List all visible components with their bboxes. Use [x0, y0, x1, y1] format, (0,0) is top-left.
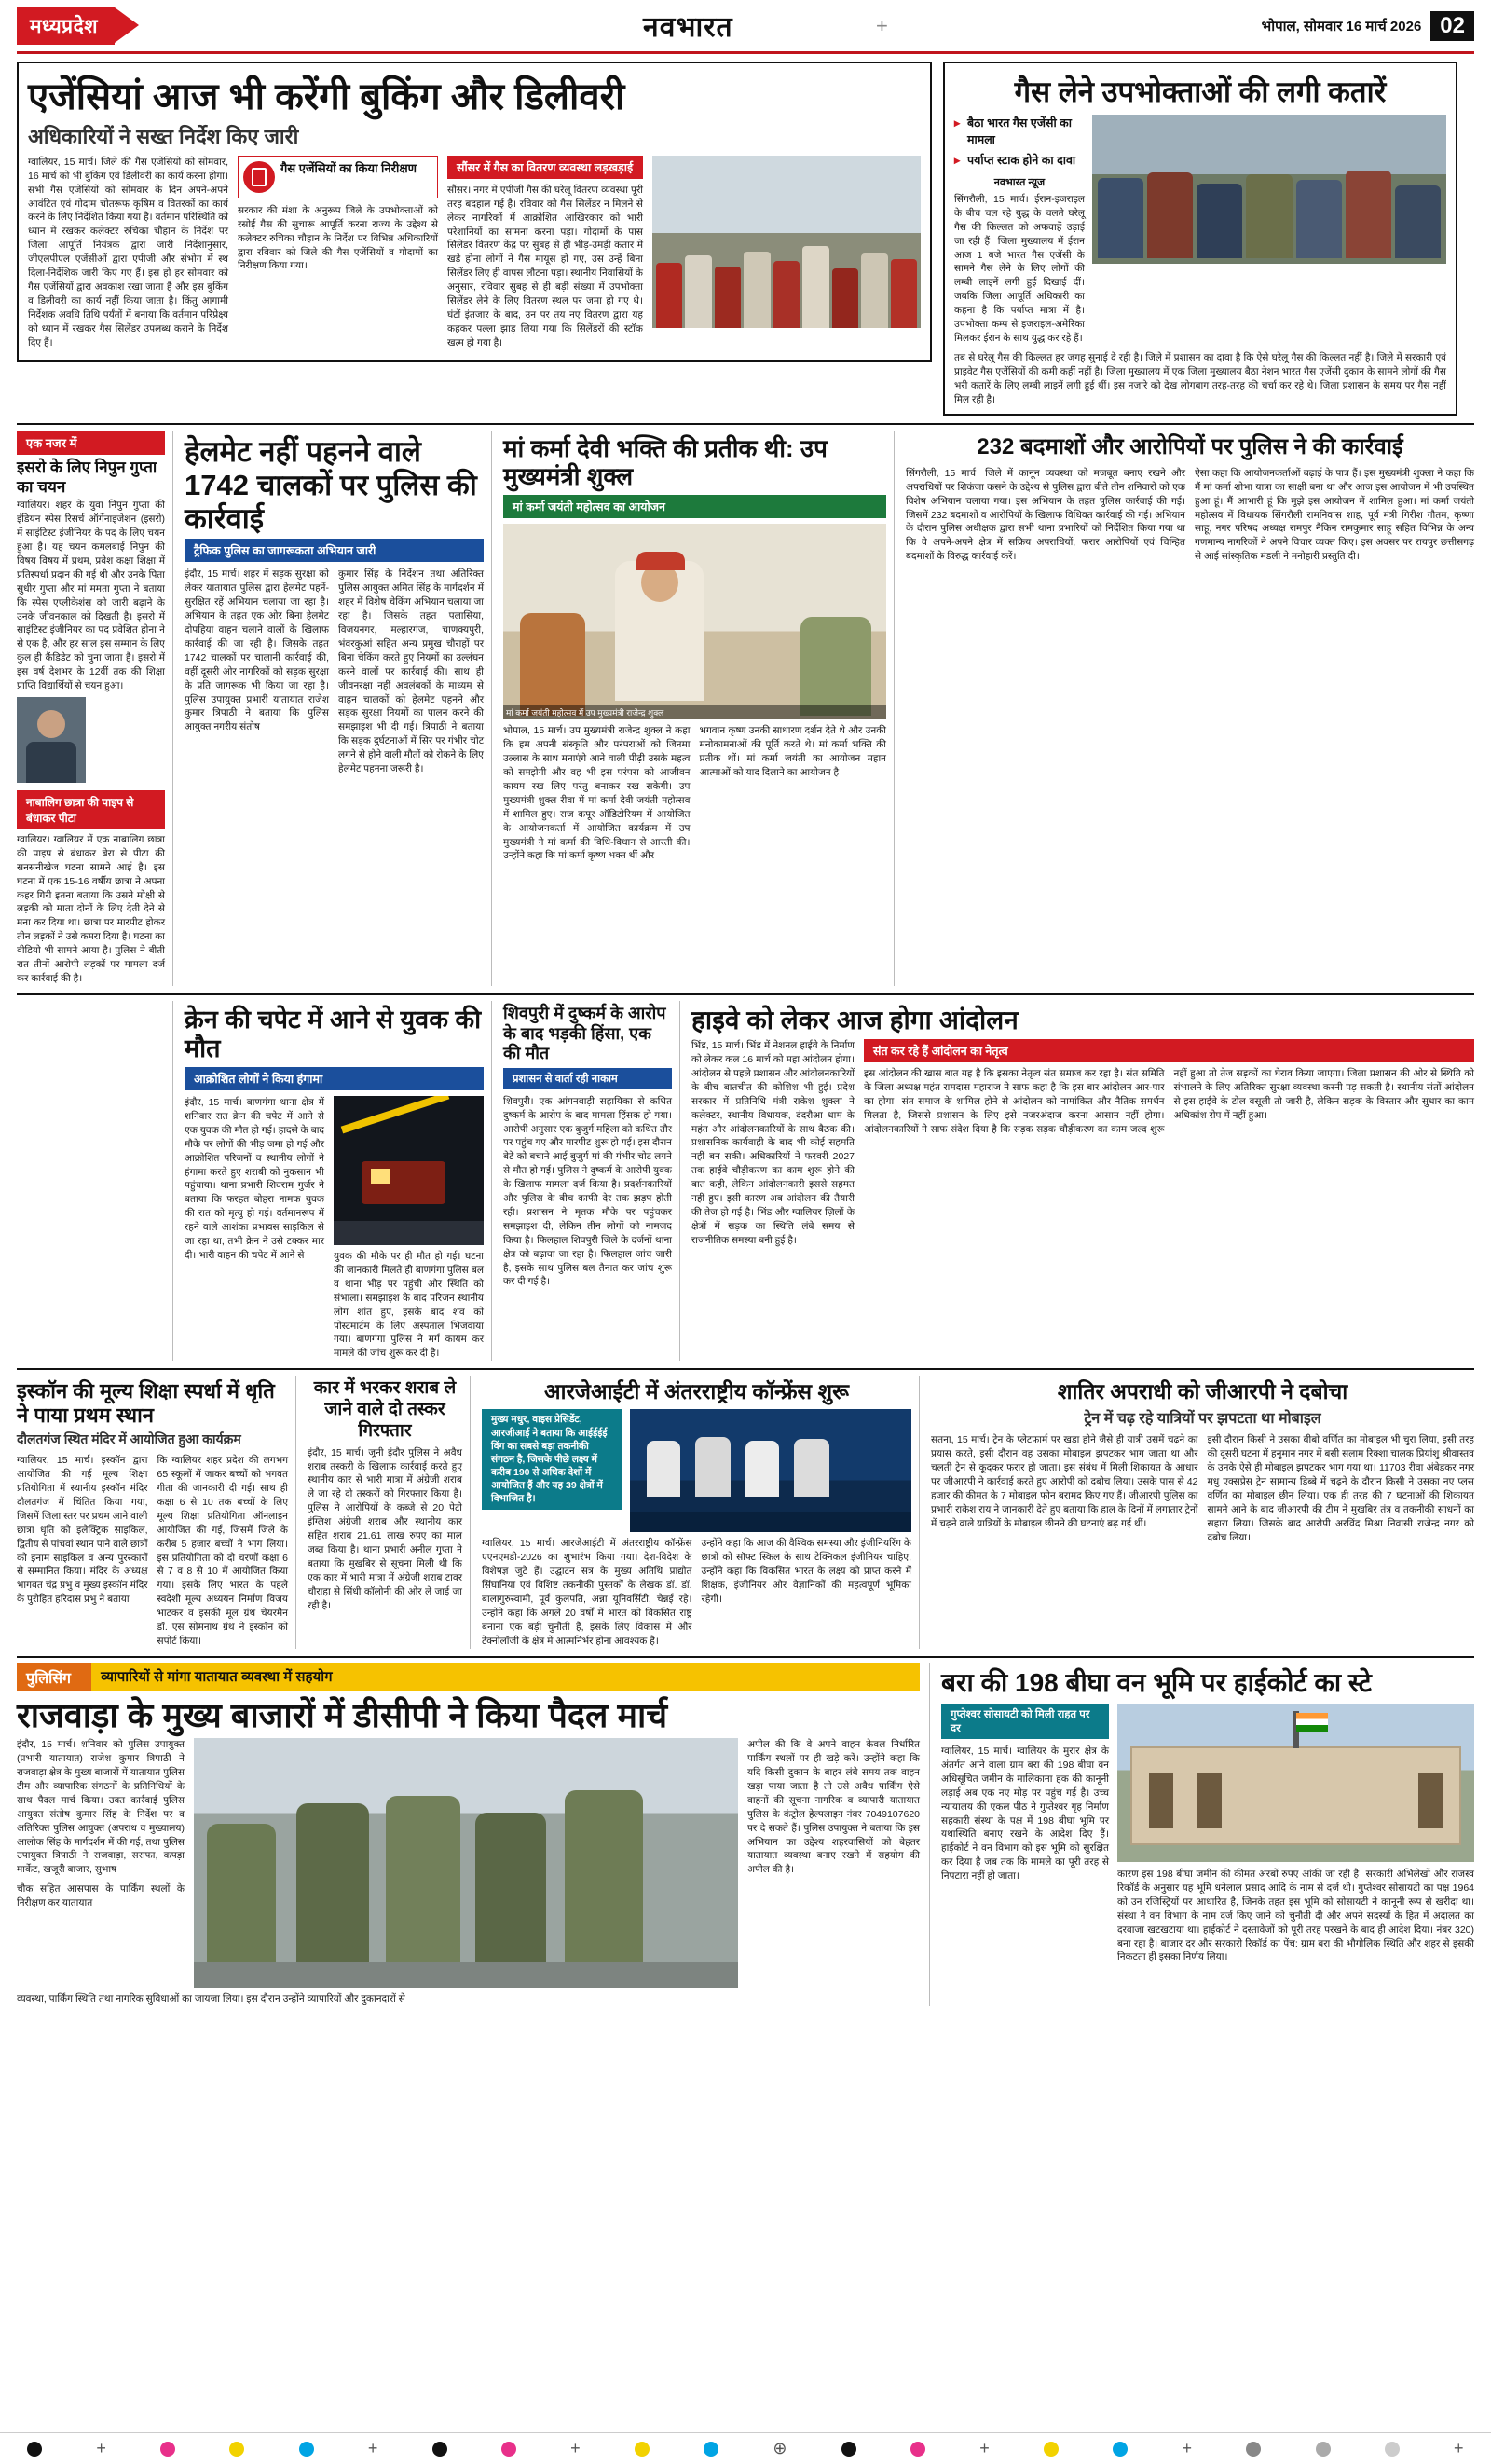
crane-headline: क्रेन की चपेट में आने से युवक की मौत [185, 1005, 482, 1062]
crane-night-photo [334, 1096, 484, 1245]
gas-queue-headline: गैस लेने उपभोक्ताओं की लगी कतारें [1014, 75, 1387, 108]
lead-col-3 [447, 156, 643, 350]
reg-mark-1: + [367, 2439, 378, 2457]
crane-bluebar: आक्रोशित लोगों ने किया हंगामा [185, 1067, 484, 1090]
rjit-col1: ग्वालियर, 15 मार्च। आरजेआईटी में अंतरराष्ट्रीय कॉन्फ्रेंस एएनएमडी-2026 का शुभारंभ किया गया। देश-विदेश के विशेषज्ञ जुटे हैं। उद्घाटन सत्र के मुख्य अतिथि प्राद्यौत सिंघानिया एवं विशिष्ट तकनीकी पुस्तकों के लेखक डॉ. डॉ. बालागुरुस्वामी, पूर्व कुलपति, अन्ना यूनिवर्सिटी, चेन्नई रहे। उन्होंने कहा कि अगले 20 वर्षों में भारत को विकसित राष्ट्र बनाना एक बड़ी चुनौती है, इसके लिए विकास में और टेक्नोलॉजी के क्षेत्र में आत्मनिर्भर होना आवश्यक है। [482, 1538, 692, 1647]
karma-event-photo [503, 524, 886, 719]
policing-headline: राजवाड़ा के मुख्य बाजारों में डीसीपी ने किया पैदल मार्च [17, 1695, 668, 1734]
shivpuri-bluebar: प्रशासन से वार्ता रही नाकाम [503, 1068, 672, 1089]
rjit-col2: उन्होंने कहा कि आज की वैश्विक समस्या और इंजीनियरिंग के छात्रों को सॉफ्ट स्किल के साथ टेक्निकल इंजीनियर चाहिए, उन्होंने कहा कि विकसित भारत के लक्ष्य को प्राप्त करने में शिक्षक, इंजीनियर और वैज्ञानिकों की महत्वपूर्ण भूमिका रहेगी। [701, 1538, 911, 1606]
gas-queue-photo-col [1092, 115, 1446, 346]
reg-mark-center: ⊕ [773, 2439, 787, 2457]
gas-queue-story [943, 62, 1457, 416]
gas-queue-bullets [954, 115, 1085, 170]
badmash-col1: सिंगरौली, 15 मार्च। जिले में कानून व्यवस्था को मजबूत बनाए रखने और अपराधियों पर शिकंजा कसने के उद्देश्य से पुलिस द्वारा बीते तीन शनिवारों को एक विशेष अभियान चलाया गया। इस अभियान के तहत पुलिस कार्रवाई की गई। जिसमें 232 बदमाशों व आरोपियों के खिलाफ विधिवत कार्रवाई की गई। अभियान के दौरान पुलिस अधीक्षक द्वारा सभी थाना प्रभारियों को निर्देशित किया गया था कि वे अपने-अपने क्षेत्र में सक्रिय अपराधियों, फरार आरोपियों एवं चिन्हित बदमाशों के विरुद्ध कार्रवाई करें। [906, 467, 1185, 563]
policing-tag: पुलिसिंग [17, 1663, 91, 1691]
bullet-0: ▸ बैठा भारत गैस एजेंसी का मामला [954, 115, 1085, 150]
bara-story [941, 1663, 1474, 2006]
karma-greenbar: मां कर्मा जयंती महोत्सव का आयोजन [503, 495, 886, 518]
helmet-story [185, 431, 492, 985]
lead-col-2 [238, 156, 438, 350]
paper-title: नवभारत [643, 12, 733, 43]
lead-col2-text: सौंसर। नगर में एपीजी गैस की घरेलू वितरण व्यवस्था पूरी तरह बदहाल गई है। रविवार को गैस सिलेंडर न मिलने से लेकर नागरिकों में आक्रोशित आखिरकार को भारी परेशानियों का सामना करना पड़ा। गोदामों के पास सिलेंडर वितरण केंद्र पर सुबह से ही भीड़-उमड़ी कतार में खड़े होना लोगों ने गैस मायूस हो गए, उस उन्हें बिना सिलेंडर लिए ही वापस लौटना पड़ा। स्थानीय निवासियों के अनुसार, रविवार सुबह से ही बड़ी संख्या में उपभोक्ता सिलेंडर लेने के लिए वितरण स्थल पर जमा हो गए थे। घंटों इंतजार के बाद, उन पर तय नए वितरण द्वारा यह कहकर पल्ला झाड़ लिया गया कि सिलेंडरों की स्टॉक खत्म हो गया है। [447, 184, 643, 349]
grp-story [931, 1376, 1474, 1649]
crane-col1: इंदौर, 15 मार्च। बाणगंगा थाना क्षेत्र में शनिवार रात क्रेन की चपेट में आने से एक युवक की मौत हो गई। हादसे के बाद मौके पर लोगों की भीड़ जमा हो गई और आक्रोशित परिजनों व स्थानीय लोगों ने हंगामा करते हुए शराबी को नुकसान भी पहुंचाया। थाना प्रभारी शिवराम गुर्जर ने बताया कि फरहत बोहरा नामक युवक की रात को मृत्यु हो गई। वर्तमानरूप में रहने वाले आशंका प्रभावस साइकिल से जा रहा था, तभी क्रेन ने उसे टक्कर मार दी। भारी वाहन की चपेट में आने से [185, 1097, 324, 1261]
rjit-story [482, 1376, 920, 1649]
liquor-headline: कार में भरकर शराब ले जाने वाले दो तस्कर गिरफ्तार [313, 1378, 457, 1441]
edition-tag: मध्यप्रदेश [17, 7, 115, 45]
swatch-2 [229, 2442, 244, 2457]
helmet-col2: कुमार सिंह के निर्देशन तथा अतिरिक्त पुलिस आयुक्त अमित सिंह के मार्गदर्शन में शहर में विशेष चेकिंग अभियान चलाया जा रहा है। जिसके तहत पलासिया, विजयनगर, मल्हारगंज, चाणक्यपुरी, भंवरकुआं सहित अन्य प्रमुख चौराहों पर बिना चेकिंग करते हुए नियमों का उल्लंघन करने वालों पर कार्रवाई की। साथ ही जीवनरक्षा नहीं अवलंबकों के माध्यम से वाहन चालकों को हेलमेट पहनने और सड़क सुरक्षा नियमों का पालन करने की समझाइश भी दी गई। त्रिपाठी ने बताया कि सड़क दुर्घटनाओं में सिर पर गंभीर चोट लगने से होने वाली मौतों को रोकने के लिए हेलमेट पहनना जरूरी है। [338, 568, 484, 775]
swatch-14 [1385, 2442, 1400, 2457]
place-date: भोपाल, सोमवार 16 मार्च 2026 [1261, 18, 1422, 34]
inspection-icon [243, 161, 275, 193]
bara-col2: कारण इस 198 बीघा जमीन की कीमत अरबों रुपए आंकी जा रही है। सरकारी अभिलेखों और राजस्व रिकॉर्ड के अनुसार यह भूमि धनेलाल प्रसाद आदि के नाम से दर्ज थी। गुप्तेश्वर सोसायटी का पक्ष 1964 को उन रजिस्ट्रियों पर आधारित है, जिनके तहत इस भूमि को सोसायटी ने कानूनी रूप से खरीदा था। संस्था ने वन विभाग के नाम दर्ज किए जाने को चुनौती दी और अपने सदस्यों के हित में अदालत का दरवाजा खटखटाया था। हाईकोर्ट ने दस्तावेजों को पूरी तरह परखने के बाद ही आदेश दिया। नंबर 320) बना रहा है। बाजार दर और सरकारी रिकॉर्ड का पेंच: ग्राम बरा की भौगोलिक स्थिति और शहर से इसकी निकटता ही इसका निर्णय लिया। [1117, 1869, 1474, 1964]
rjit-teal-note: मुख्य मधुर, वाइस प्रेसिडेंट, आरजीआई ने बताया कि आईईईई विंग का सबसे बड़ा तकनीकी संगठन है, जिसके पीछे लक्ष्य में करीब 190 से अधिक देशों में आयोजित हैं और यह 39 क्षेत्रों में विभाजित है। [482, 1409, 622, 1509]
shivpuri-body: शिवपुरी। एक आंगनबाड़ी सहायिका से कथित दुष्कर्म के आरोप के बाद मामला हिंसक हो गया। आरोपी अनुसार एक बुजुर्ग महिला को कथित तौर पर पहुंच गए और मारपीट शुरू हो गई। इस दौरान बेटे को बचाने आई बुजुर्ग मां की गंभीर चोट लगने से मौत हो गई। पुलिस ने दुष्कर्म के आरोपी युवक के खिलाफ मामला दर्ज किया है। प्रदर्शनकारियों और पुलिस के बीच काफी देर तक झड़प होती रही। प्रशासन ने मृतक मौके पर पहुंचकर समझाइश दी, लेकिन तीन लोगों को नामजद किया है। फिलहाल शिवपुरी जिले के दर्जनों थाना क्षेत्र को बढ़ावा जा रहा है। फिलहाल जांच जारी है, इसके साथ पुलिस बल तैनात कर जांच शुरू कर दी गई है। [503, 1095, 672, 1288]
grp-sub: ट्रेन में चढ़ रहे यात्रियों पर झपटता था मोबाइल [1084, 1411, 1321, 1428]
reg-mark-5: + [1454, 2439, 1464, 2457]
liquor-body: इंदौर, 15 मार्च। जूनी इंदौर पुलिस ने अवैध शराब तस्करी के खिलाफ कार्रवाई करते हुए स्थानीय कार से भारी मात्रा में अंग्रेजी शराब ले जा रहे दो तस्करों को गिरफ्तार किया है। पुलिस ने आरोपियों के कब्जे से 20 पेटी इंग्लिश अंग्रेजी शराब और स्थानीय कार सहित शराब 21.61 लाख रुपए का माल जब्त किया है। थाना प्रभारी अनील गुप्ता ने बताया कि मुखबिर से सूचना मिली थी कि एक कार में भारी मात्रा में अंग्रेजी शराब टावर चौराहा से सिंधी कॉलोनी की ओर ले जाई जा रही है। [308, 1446, 462, 1611]
bara-teal: गुप्तेश्वर सोसायटी को मिली राहत पर दर [941, 1704, 1109, 1739]
karma-devi-story [503, 431, 895, 985]
iskcon-headline: इस्कॉन की मूल्य शिक्षा स्पर्धा में धृति ने पाया प्रथम स्थान [17, 1379, 275, 1428]
niupun-gupta-portrait [17, 697, 86, 783]
badmash-headline: 232 बदमाशों और आरोपियों पर पुलिस ने की कार्रवाई [977, 434, 1403, 460]
karma-col1: भोपाल, 15 मार्च। उप मुख्यमंत्री राजेन्द्र शुक्ल ने कहा कि हम अपनी संस्कृति और परंपराओं को जिनमा उल्लास के साथ मनाएंगे आने वाली पीढ़ी उसके महत्व को समझेगी और वह भी इस परंपरा को आजीवन कायम रख लिए परंतु बनाकर रख सकेगी। उप मुख्यमंत्री शुक्ल रीवा में मां कर्मा देवी जयंती महोत्सव में शामिल हुए। राज कपूर ऑडिटोरियम में आयोजित के आयोजनकर्ता में आयोजित कार्यक्रम में उप मुख्यमंत्री ने मां कर्मा की विधि-विधान से आरती की। उन्होंने कहा कि मां कर्मा कृष्ण भक्त थीं और [503, 725, 691, 862]
highway-col2: इस आंदोलन की खास बात यह है कि इसका नेतृत्व संत समाज कर रहा है। संत समिति के जिला अध्यक्ष महंत रामदास महाराज ने साफ कहा है कि इस बार आंदोलन आर-पार का होगा। संत समाज के शामिल होने से आंदोलन को नामांकित और नैतिक समर्थन मिलता है, जिससे प्रशासन के लिए इसे नजरअंदाज करना आसान नहीं होगा। आंदोलनकारियों ने साफ संदेश दिया है कि सड़क सड़क चौड़ीकरण का काम जल्द शुरू नहीं हुआ तो तेज सड़कों का घेराव किया जाएगा। जिला प्रशासन की ओर से स्थिति को संभालने के लिए अतिरिक्त सुरक्षा व्यवस्था करनी पड़ सकती है। स्थानीय संतों आंदोलन से इस हाईवे के टोल वसूली तो जारी है, लेकिन सड़क के विस्तार और सुधार का काम अधिकांश रोप में नहीं हुआ। [864, 1068, 1474, 1135]
gas-queue-col2: तब से घरेलू गैस की किल्लत हर जगह सुनाई दे रही है। जिले में प्रशासन का दावा है कि ऐसे घरेलू गैस की किल्लत नहीं है। जिले में सरकारी एवं प्राइवेट गैस एजेंसियों की कमी कहीं नहीं है। जिला मुख्यालय में एक जिला मुख्यालय बैठा नेशन भारत गैस एजेंसी दुकान के सामने लोगों की गैस भरी कतारें के लिए लम्बी लाइनें लगी हुई थीं। इस नजारे को देख लोगबाग तरह-तरह की चर्चा कर रहे थे। जिला प्रशासन के समय पर गैस नहीं मिल रही है। [954, 351, 1446, 405]
reg-mark-4: + [1182, 2439, 1193, 2457]
page-number: 02 [1430, 11, 1474, 41]
crane-col2: युवक की मौके पर ही मौत हो गई। घटना की जानकारी मिलते ही बाणगंगा पुलिस बल व थाना भीड़ पर पहुंची और स्थिति को संभाला। समझाइश के बाद परिजन स्थानीय लोग शांत हुए, इसके बाद शव को पोस्टमार्टम के लिए अस्पताल भिजवाया गया। बाणगंगा पुलिस ने मर्ग कायम कर मामले की जांच शुरू कर दी है। [334, 1251, 484, 1360]
gas-cylinders-photo [652, 156, 921, 328]
helmet-bluebar: ट्रैफिक पुलिस का जागरूकता अभियान जारी [185, 539, 484, 562]
lead-box-title: गैस एजेंसियों का किया निरीक्षण [280, 160, 417, 175]
third-band-filler [17, 1001, 173, 1361]
lead-headline: एजेंसियां आज भी करेंगी बुकिंग और डिलीवरी [28, 76, 625, 117]
lead-redbar: सौंसर में गैस का वितरण व्यवस्था लड़खड़ाई [447, 156, 643, 179]
gas-queue-bullets-col [954, 115, 1085, 346]
policing-col1: इंदौर, 15 मार्च। शनिवार को पुलिस उपायुक्त (प्रभारी यातायात) राजेश कुमार त्रिपाठी ने राजवाड़ा क्षेत्र के मुख्य बाजारों में यातायात पुलिस टीम और व्यापारिक संगठनों के प्रतिनिधियों के साथ पैदल मार्च किया। उक्त कार्रवाई पुलिस आयुक्त संतोष कुमार सिंह के निर्देश पर व अतिरिक्त पुलिस आयुक्त (अपराध व मुख्यालय) आलोक सिंह के मार्गदर्शन में की गई, तथा पुलिस उपायुक्त त्रिपाठी ने राजवाड़ा, सराफा, कपड़ा मार्केट, खजूरी बाजार, सुभाष [17, 1739, 185, 1876]
minor-assault-body: ग्वालियर। ग्वालियर में एक नाबालिग छात्रा की पाइप से बंधाकर बेरा से पीटा की सनसनीखेज घटना सामने आई है। इस घटना में एक 15-16 वर्षीय छात्रा ने अपना कहर गिरी इतना बताया कि उसने मोक्षी से लड़की को माता दोनों के लिए देती देने से मना कर दिया था। छात्रा पर मारपीट होकर तीन लड़कों ने उसे कमरा दिया है। घटना का वीडियो भी सामने आया है। पुलिस ने बीती रात तीनों आरोपी लड़कों पर मामला दर्ज कर कार्रवाई की है। [17, 833, 165, 985]
swatch-1 [160, 2442, 175, 2457]
swatch-6 [635, 2442, 650, 2457]
isro-body: ग्वालियर। शहर के युवा निपुन गुप्ता की इंडियन स्पेस रिसर्च ऑर्गेनाइजेशन (इसरो) में साइंटिस्ट इंजीनियर के पद के लिए चयन हुआ है। यह चयन कमलबाई निपुन की विषय विषय में प्रथम, प्रवेश कक्षा शिक्षा में प्रतिस्पर्धा प्रदान की गई थी और उनके पिता सुधीर गुप्ता और मां ममता गुप्ता ने बताया कि स्पेस एप्लीकेशंस को जारी बढ़ाने के उनके जीवनकाल को दिखती है। इसरो में साइंटिस्ट इंजीनियर का पद प्रवेशित होना ने से एक है, और हर साल इस सम्मान के लिए कुल ही कैंडिडेट को चुना जाता है। इसरो में इस वर्ष देशभर के 12वीं तक की शिक्षा प्राप्ति विद्यार्थियों से चयन हुआ। [17, 500, 165, 692]
swatch-3 [299, 2442, 314, 2457]
iskcon-story [17, 1376, 296, 1649]
swatch-7 [704, 2442, 718, 2457]
karma-headline: मां कर्मा देवी भक्ति की प्रतीक थी: उप मुख्यमंत्री शुक्ल [503, 434, 828, 491]
gas-queue-photo [1092, 115, 1446, 264]
isro-story [17, 431, 173, 985]
policing-orangebar: व्यापारियों से मांगा यातायात व्यवस्था में सहयोग [91, 1663, 920, 1691]
lead-story [17, 62, 932, 416]
policing-story [17, 1663, 930, 2006]
highway-col1: भिंड, 15 मार्च। भिंड में नेशनल हाईवे के निर्माण को लेकर कल 16 मार्च को महा आंदोलन होगा। आंदोलन से पहले प्रशासन और आंदोलनकारियों के बीच बातचीत की कोशिश भी हुई। प्रदेश सरकार में प्रतिनिधि मंत्री राकेश शुक्ला ने कलेक्टर, स्थानीय विधायक, दंदरौआ धाम के महंत और आंदोलनकारियों के साथ बैठक की। प्रशासनिक कार्यवाही के बाद भी कोई सहमति नहीं बन सकी। अधिकारियों ने फरवरी 2027 तक हाईवे चौड़ीकरण का काम शुरू होने की बात कही, लेकिन आंदोलनकारी इससे सहमत नहीं हुए। इसी कारण अब आंदोलन की तैयारी की तेज हो गई है। भिंड और ग्वालियर ज़िलों के क्षेत्रों में सड़क का स्थिति लंबे समय से राजनीतिक समस्या बनी हुई है। [691, 1040, 855, 1246]
reg-mark-0: + [96, 2439, 106, 2457]
highway-redbar: संत कर रहे हैं आंदोलन का नेतृत्व [864, 1039, 1474, 1062]
rjit-headline: आरजेआईटी में अंतरराष्ट्रीय कॉन्फ्रेंस शुरू [543, 1379, 850, 1404]
helmet-col1: इंदौर, 15 मार्च। शहर में सड़क सुरक्षा को लेकर यातायात पुलिस द्वारा हेलमेट पहनें-सुरक्षित रहें अभियान चलाया जा रहा है। अभियान के तहत एक ओर बिना हेलमेट दोपहिया वाहन चलाने वालों के खिलाफ कार्रवाई की जा रही है। जिसके तहत 1742 चालकों पर चालानी कार्रवाई की, वहीं दूसरी ओर नागरिकों को सड़क सुरक्षा के प्रति जागरूक भी किया जा रहा है। पुलिस उपायुक्त प्रभारी यातायात राजेश कुमार त्रिपाठी ने बताया कि पुलिस आयुक्त नगरीय संतोष [185, 568, 329, 733]
policing-col4: व्यवस्था, पार्किंग स्थिति तथा नागरिक सुविधाओं का जायजा लिया। इस दौरान उन्होंने व्यापारियों और दुकानदारों से [17, 1993, 405, 2005]
swatch-9 [910, 2442, 925, 2457]
grp-headline: शातिर अपराधी को जीआरपी ने दबोचा [1057, 1379, 1348, 1404]
lead-col1-text: ग्वालियर, 15 मार्च। जिले की गैस एजेंसियों को सोमवार, 16 मार्च को भी बुकिंग एवं डिलीवरी का कार्य करना होगा। सभी गैस एजेंसियों को सोमवार के दिन अपने-अपने आवंटित एवं गोदाम चोतरूफ कृषिम व वितरकों का कार्य करने के लिए निर्देशित किया गया है। वर्तमान परिस्थिति को ध्यान में रखकर कलेक्टर रुचिका चौहान के निर्देश पर जिला आपूर्ति नियंत्रक द्वारा जारी निर्देशानुसार, जीएलपीएल एजेंसीओं द्वारा एपीजी और संभोग में स्थ दिला-निर्देशिक जारी किए गए हैं। इस हो हर सोमवार को गैस एजेंसियों द्वारा अवकाश रखा जाता है और इस बुकिंग व डिलीवरी का कार्य नहीं किया जाता है। किंतु आगामी निर्देशक अवधि तिथि पर्यंतों में बनाया कि वर्तमान परिप्रेक्ष्य को ध्यान में रखकर गैस सिलेंडर उपलब्ध कराने के निर्देश दिए हैं। [28, 156, 228, 349]
reg-mark-2: + [570, 2439, 581, 2457]
grp-col2: इसी दौरान किसी ने उसका बीबो वर्णित का मोबाइल भी चुरा लिया, इसी तरह की दूसरी घटना में हनुमान नगर में बसी सलाम रिक्शा चालक प्रियांशु श्रीवास्तव के उनके ऐसे ही मोबाइल झपटकर भाग गया था। 11703 रीवा अंबेडकर नगर मधु एक्सप्रेस ट्रेन सामान्य डिब्बे में चढ़ने के दौरान किसी ने उसका नए प्लस वर्णित का मोबाइल छीन लिया। एक ही तरह की 7 घटनाओं की शिकायत सामने आने के बाद जीआरपी की टीम ने मुखबिर तंत्र व तकनीकी साधनों का सहारा लिया। जिसके बाद आरोपी अरविंद मिश्रा निवासी राजेन्द्र नगर को दबोच लिया। [1207, 1434, 1474, 1543]
high-court-photo [1117, 1704, 1474, 1862]
reg-mark-3: + [979, 2439, 990, 2457]
minor-assault-headline: नाबालिग छात्रा की पाइप से बंधाकर पीटा [17, 790, 165, 829]
rjit-conference-photo [630, 1409, 911, 1532]
swatch-10 [1044, 2442, 1059, 2457]
karma-photo-caption: मां कर्मा जयंती महोत्सव में उप मुख्यमंत्री राजेन्द्र शुक्ल [503, 705, 886, 719]
bara-headline: बरा की 198 बीघा वन भूमि पर हाईकोर्ट का स्टे [941, 1667, 1372, 1697]
registration-plus-icon: + [876, 13, 888, 37]
police-foot-march-photo [194, 1738, 738, 1988]
lead-photo-wrap [652, 156, 921, 350]
swatch-13 [1316, 2442, 1331, 2457]
lead-col-1 [28, 156, 228, 350]
isro-eyebrow: एक नजर में [17, 431, 165, 455]
lead-col3-text: सरकार की मंशा के अनुरूप जिले के उपभोक्ताओं को रसोई गैस की सुचारू आपूर्ति करना राज्य के उद्देश्य से कलेक्टर रुचिका चौहान के निर्देश पर विभिन्न अधिकारियों द्वारा रविवार को जिले की गैस एजेंसियों व गोदामों का निरीक्षण किया गया। [238, 204, 438, 272]
gas-queue-dateline: नवभारत न्यूज [993, 176, 1046, 188]
swatch-8 [841, 2442, 856, 2457]
bara-col1: ग्वालियर, 15 मार्च। ग्वालियर के मुरार क्षेत्र के अंतर्गत आने वाला ग्राम बरा की 198 बीघा वन अधिसूचित जमीन के मालिकाना हक की कानूनी लड़ाई अब एक नए मोड़ पर पहुंच गई है। उच्च न्यायालय की एकल पीठ ने गुप्तेश्वर गृह निर्माण सहकारी संस्था के पक्ष में 198 बीघा भूमि पर यथास्थिति बनाए रखने के आदेश दिए हैं। हाईकोर्ट ने वन विभाग को इस भूमि को सुरक्षित कर दिया है जब तक कि मामले का पूरी तरह से निपटारा नहीं हो जाता। [941, 1745, 1109, 1882]
masthead-right [1262, 11, 1474, 41]
karma-col2: भगवान कृष्ण उनकी साधारण दर्शन देते थे और उनकी मनोकामनाओं की पूर्ति करते थे। मां कर्मा भक्ति की प्रतीक थीं। मां कर्मा जयंती का आयोजन महान आत्माओं को याद दिलाने का आयोजन है। [699, 725, 886, 778]
liquor-story [308, 1376, 471, 1649]
iskcon-sub: दौलतगंज स्थित मंदिर में आयोजित हुआ कार्यक्रम [17, 1431, 241, 1447]
isro-headline: इसरो के लिए निपुन गुप्ता का चयन [17, 459, 157, 496]
iskcon-col2: कि ग्वालियर शहर प्रदेश की लगभग 65 स्कूलों में जाकर बच्चों को भगवत गीता की जानकारी दी गई। साथ ही कक्षा 6 से 10 तक बच्चों के लिए मूल्य शिक्षा प्रतियोगिता ऑनलाइन आयोजित की गई, जिसमें जिले के करीब 5 हजार बच्चों ने भाग लिया। इस प्रतियोगिता को दो चरणों कक्षा 6 से 7 व 8 से 10 में आयोजित किया गया। इसके लिए भारत के पहले स्वदेशी मूल्य अध्ययन निर्माण विजय भाटकर व इसकी मूल ग्रंथ चेयरमैन डॉ. एस सोमनाथ ग्रंथ ने इस्कॉन को सपोर्ट किया। [157, 1455, 288, 1647]
policing-col2: चौक सहित आसपास के पार्किंग स्थलों के निरीक्षण कर यातायात [17, 1883, 185, 1910]
helmet-headline: हेलमेट नहीं पहनने वाले 1742 चालकों पर पुलिस की कार्रवाई [185, 435, 477, 535]
swatch-5 [501, 2442, 516, 2457]
crane-story [185, 1001, 492, 1361]
policing-col3: अपील की कि वे अपने वाहन केवल निर्धारित पार्किंग स्थलों पर ही खड़े करें। उन्होंने कहा कि यदि किसी दुकान के बाहर लंबे समय तक वाहन खड़ा पाया जाता है तो उसे अवैध पार्किंग ऐसे वाहनों की सूचना नागरिक व व्यापारी यातायात पुलिस के कंट्रोल हेल्पलाइन नंबर 7049107620 पर दे सकते हैं। पुलिस उपायुक्त ने बताया कि इस अभियान का उद्देश्य शहरवासियों को बेहतर यातायात व्यवस्था बनाए रखने में सहयोग की अपील की है। [747, 1739, 920, 1876]
lead-subhead: अधिकारियों ने सख्त निर्देश किए जारी [28, 124, 299, 148]
iskcon-col1: ग्वालियर, 15 मार्च। इस्कॉन द्वारा आयोजित की गई मूल्य शिक्षा प्रतियोगिता में स्थानीय इस्कॉन मंदिर दौलतगंज में चिंतित किया गया, जिसमें जिला स्तर पर प्रथम आने वाली छात्रा धृति को इलेक्ट्रिक साइकिल, द्वितीय से पांचवां स्थान पाने वाले छात्रों को इनाम साइकिल व अन्य पुरस्कारों से सम्मानित किया। मंदिर के अध्यक्ष भागवत चंद्र प्रभु व मुख्य इस्कॉन मंदिर के पुरोहित हरिदास प्रभु ने बताया [17, 1455, 148, 1606]
gas-queue-col1: सिंगरौली, 15 मार्च। ईरान-इजराइल के बीच चल रहे युद्ध के चलते घरेलू गैस की किल्लत को अफवाहें उड़ाई जा रही हैं। जिला मुख्यालय में ईरान आज 1 बजे भारत गैस एजेंसी के सामने गैस लेने के लिए लोगों की लम्बी लाइनें लगी हुई दिखाई दीं। जबकि जिला आपूर्ति अधिकारी का कहना है कि पर्याप्त मात्रा में है। उपभोक्ता कम्प से इजराइल-अमेरिका मिलकर ईरान के साथ युद्ध कर रहे हैं। [954, 193, 1085, 344]
badmash-story [906, 431, 1474, 985]
swatch-4 [432, 2442, 447, 2457]
badmash-col2: ऐसा कहा कि आयोजनकर्ताओं बढ़ाई के पात्र हैं। इस मुख्यमंत्री शुक्ला ने कहा कि मैं मां कर्मा शोभा यात्रा का साक्षी बना था और आज इस आयोजन में भी उपस्थित हुआ हूं। मैं आभारी हूं कि मुझे इस आयोजन में शामिल हुआ। मां कर्मा जयंती महोत्सव में विधायक सिंगरौली रामनिवास शाह, पूर्व मंत्री गिरीश गौतम, कृष्णा साहू, नगर परिषद अध्यक्ष रामपुर नैकिन रामकुमार साहू सहित विभिन्न के अन्य गणमान्य नागरिकों ने अपने विचार व्यक्त किए। इस अवसर पर रायपुर छत्तीसगढ़ से आई सांस्कृतिक मंडली ने मनोहारी प्रस्तुति दी। [1195, 467, 1474, 563]
masthead [17, 0, 1474, 54]
shivpuri-headline: शिवपुरी में दुष्कर्म के आरोप के बाद भड़की हिंसा, एक की मौत [503, 1003, 666, 1063]
swatch-12 [1246, 2442, 1261, 2457]
highway-headline: हाइवे को लेकर आज होगा आंदोलन [691, 1005, 1019, 1034]
shivpuri-story [503, 1001, 680, 1361]
swatch-0 [27, 2442, 42, 2457]
bullet-1: ▸ पर्याप्त स्टाक होने का दावा [954, 152, 1085, 170]
grp-col1: सतना, 15 मार्च। ट्रेन के प्लेटफार्म पर खड़ा होने जैसे ही यात्री उसमें चढ़ने का प्रयास करते, इसी दौरान वह उसका मोबाइल झपटकर भाग जाता था और चलती ट्रेन से कूदकर फरार हो जाता। इस संबंध में मिली शिकायत के आधार पर जीआरपी ने कार्रवाई करते हुए आरोपी को दबोच लिया। उसके पास से 42 हजार की कीमत के 7 मोबाइल फोन बरामद किए गए हैं। जीआरपी पुलिस का प्रभारी राकेश राय ने जानकारी देते हुए बताया कि हाल के दिनों में लगातार ट्रेनों में चढ़ने वाले यात्रियों के मोबाइल छीनने की घटनाएं बढ़ गई थीं। [931, 1434, 1198, 1529]
highway-story [691, 1001, 1474, 1361]
swatch-11 [1113, 2442, 1128, 2457]
print-registration-bar [0, 2432, 1491, 2464]
